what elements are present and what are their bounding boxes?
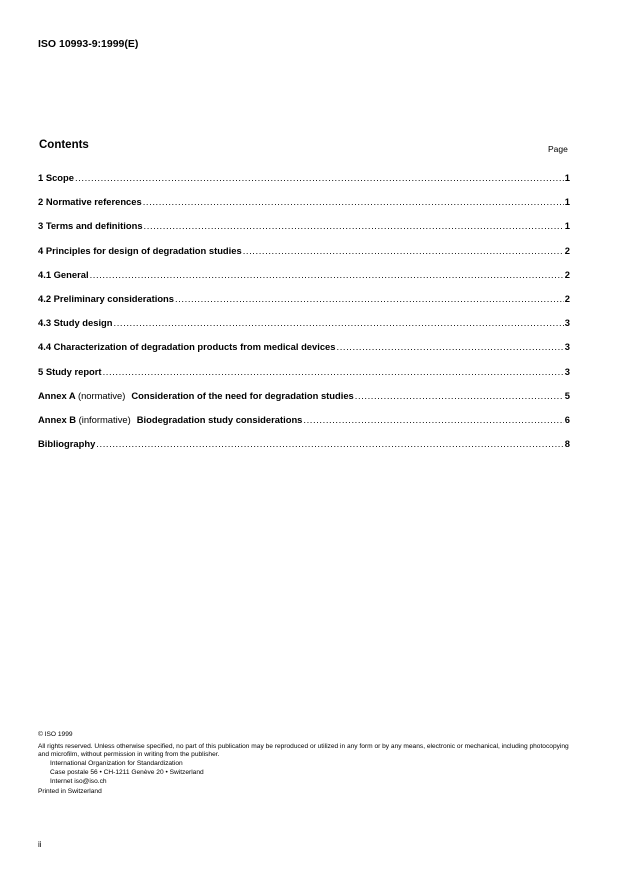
toc-entry-page: 1 [564,172,570,183]
toc-entry-page: 5 [564,389,570,401]
toc-entry-label: 5 Study report [38,365,102,377]
toc-entry-general[interactable] [38,269,570,293]
toc-leader-dots [103,366,564,377]
rights-statement: All rights reserved. Unless otherwise specified, no part of this publication may be reproduced or utilized in any form or by any means, electronic or mechanical, including photocopying and microfilm, without permission in writing from the publisher. [38,742,569,759]
toc-entry-page: 1 [564,196,570,208]
toc-leader-dots [175,293,564,304]
page-number: ii [38,840,42,849]
annex-prefix: Annex B [38,413,77,425]
toc-entry-terms-definitions[interactable] [38,220,570,244]
annex-title: Biodegradation study considerations [136,413,303,425]
toc-leader-dots [355,390,564,401]
toc-entry-normative-references[interactable] [38,196,570,220]
toc-entry-page: 3 [564,317,570,329]
toc-entry-label: 4.1 General [38,268,89,280]
printed-in: Printed in Switzerland [38,788,102,796]
toc-entry-page: 2 [564,268,570,280]
toc-entry-label: 4 Principles for design of degradation studies [38,244,242,256]
toc-leader-dots [243,245,564,256]
toc-entry-page: 2 [564,292,570,304]
annex-qualifier: (informative) [78,413,131,425]
toc-entry-preliminary-considerations[interactable] [38,293,570,317]
toc-entry-study-design[interactable] [38,317,570,341]
toc-entry-label: Bibliography [38,438,96,450]
toc-entry-annex-a[interactable] [38,390,570,414]
toc-entry-characterization[interactable] [38,341,570,365]
toc-leader-dots [303,414,563,425]
organization-address: Case postale 56 • CH-1211 Genève 20 • Switzerland [50,768,204,776]
toc-leader-dots [144,220,564,231]
toc-entry-label: 2 Normative references [38,196,142,208]
copyright-notice [38,731,578,797]
toc-entry-bibliography[interactable] [38,438,570,462]
toc-entry-page: 6 [564,413,570,425]
toc-entry-label: 4.2 Preliminary considerations [38,292,174,304]
annex-prefix: Annex A [38,389,76,401]
toc-entry-study-report[interactable] [38,366,570,390]
organization-name: International Organization for Standardization [50,760,183,768]
toc-leader-dots [143,196,564,207]
toc-entry-label: 3 Terms and definitions [38,220,143,232]
toc-entry-annex-b[interactable] [38,414,570,438]
contents-heading: Contents [39,139,89,151]
toc-entry-label [38,414,302,425]
toc-entry-page: 8 [564,438,570,450]
toc-entry-label: 1 Scope [38,172,74,183]
toc-entry-page: 1 [564,220,570,232]
annex-title: Consideration of the need for degradation studies [131,389,354,401]
document-identifier: ISO 10993-9:1999(E) [38,38,139,50]
toc-entry-scope[interactable] [38,172,570,196]
toc-leader-dots [75,172,564,183]
toc-entry-principles[interactable] [38,245,570,269]
toc-entry-label [38,390,354,401]
toc-leader-dots [336,341,563,352]
organization-internet: Internet iso@iso.ch [50,777,107,785]
annex-qualifier: (normative) [77,389,126,401]
toc-entry-label: 4.3 Study design [38,317,113,329]
toc-entry-page: 3 [564,341,570,353]
page-column-label: Page [548,144,568,154]
toc-entry-label: 4.4 Characterization of degradation products from medical devices [38,341,336,353]
toc-entry-page: 2 [564,244,570,256]
toc-leader-dots [90,269,564,280]
toc-entry-page: 3 [564,365,570,377]
toc-leader-dots [114,317,564,328]
copyright-line: © ISO 1999 [38,731,73,738]
table-of-contents [38,172,570,462]
toc-leader-dots [96,438,563,449]
